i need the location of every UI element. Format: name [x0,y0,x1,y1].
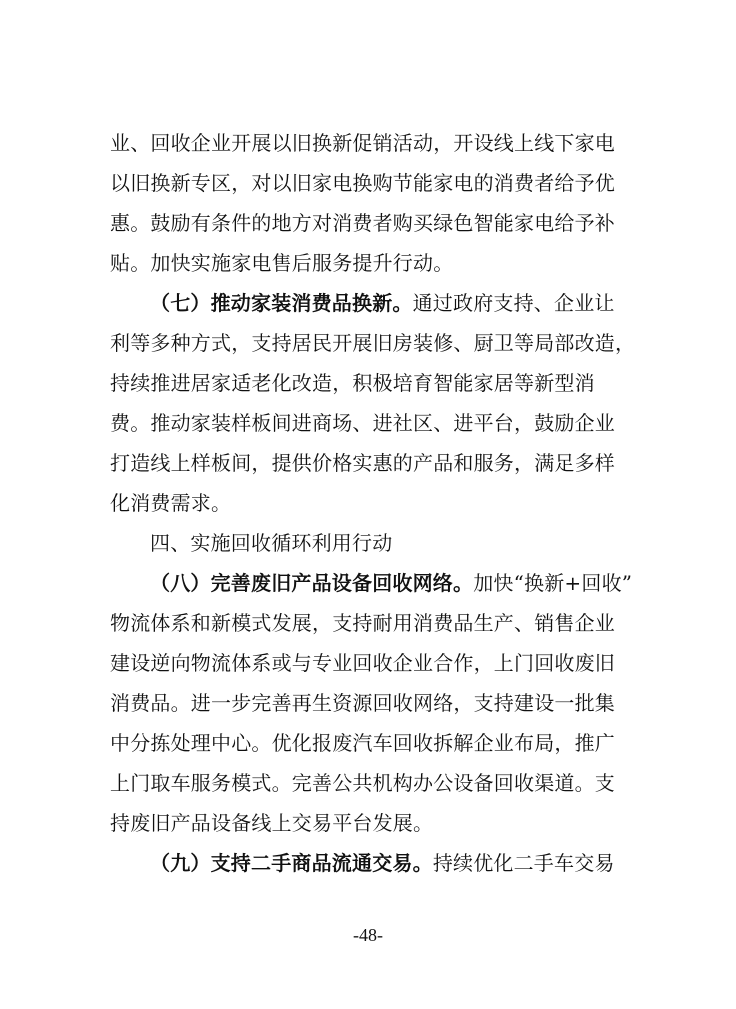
paragraph-line: 建设逆向物流体系或与专业回收企业合作，上门回收废旧 [110,651,615,675]
paragraph-text: 持续优化二手车交易 [432,851,615,875]
paragraph-line: 贴。加快实施家电售后服务提升行动。 [110,251,454,275]
section-heading: 四、实施回收循环利用行动 [150,531,393,555]
paragraph-line: 持废旧产品设备线上交易平台发展。 [110,811,434,835]
paragraph-line: 消费品。进一步完善再生资源回收网络，支持建设一批集 [110,691,615,715]
paragraph-line: 中分拣处理中心。优化报废汽车回收拆解企业布局，推广 [110,731,615,755]
paragraph-line: 物流体系和新模式发展，支持耐用消费品生产、销售企业 [110,611,615,635]
paragraph-line: 利等多种方式，支持居民开展旧房装修、厨卫等局部改造， [110,331,636,355]
paragraph-line: 化消费需求。 [110,491,232,515]
paragraph-line [150,848,636,878]
section-title-8: （八）完善废旧产品设备回收网络。 [150,571,474,595]
page-number: -48- [353,925,383,945]
paragraph-line [150,568,636,598]
paragraph-line: 业、回收企业开展以旧换新促销活动，开设线上线下家电 [110,131,615,155]
paragraph-line: 持续推进居家适老化改造，积极培育智能家居等新型消 [110,371,595,395]
paragraph-line: 上门取车服务模式。完善公共机构办公设备回收渠道。支 [110,771,615,795]
paragraph-line: 以旧换新专区，对以旧家电换购节能家电的消费者给予优 [110,171,615,195]
section-title-9: （九）支持二手商品流通交易。 [150,851,433,875]
paragraph-text: 加快“换新+回收” [473,571,633,595]
paragraph-text: 通过政府支持、企业让 [412,291,615,315]
paragraph-line [150,288,636,318]
paragraph-line: 费。推动家装样板间进商场、进社区、进平台，鼓励企业 [110,411,615,435]
section-title-7: （七）推动家装消费品换新。 [150,291,413,315]
paragraph-line: 惠。鼓励有条件的地方对消费者购买绿色智能家电给予补 [110,211,615,235]
paragraph-line: 打造线上样板间，提供价格实惠的产品和服务，满足多样 [110,451,615,475]
